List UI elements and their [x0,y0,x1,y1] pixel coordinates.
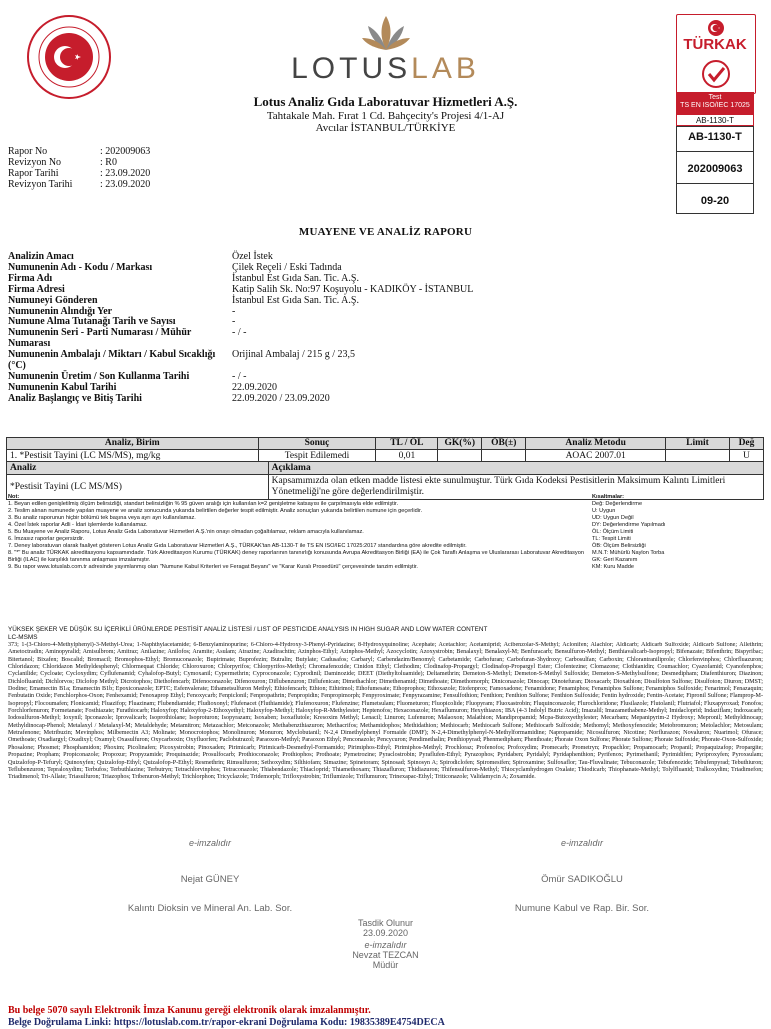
checkmark-icon [699,59,733,89]
column-header: ÖB(±) [482,438,526,450]
signature-right: e-imzalıdır Ömür SADIKOĞLU Numune Kabul ve Rap. Bir. Sor. [514,838,650,914]
column-header: GK(%) [438,438,482,450]
accreditation-report-no: 202009063 [687,163,743,175]
accreditation-date-code: 09-20 [700,195,730,207]
approval-signature: Tasdik Olunur 23.09.2020 e-imzalıdır Nevzat TEZCAN Müdür [352,918,419,970]
abbreviations-section: Kısaltmalar: Değ: Değerlendirme U: Uygun UD: Uygun Değil DY: Değerlendirme Yapılmadı ÖL: Ölçüm Limiti TL: Tespit Limiti ÖB: Ölçüm Belirsizliği M.N.T: Mühürlü Naylon Torba GK: Geri Kazanım KM: Kuru Madde [592,494,666,570]
column-header: Değ [729,438,763,450]
table-row: 1. *Pestisit Tayini (LC MS/MS), mg/kg Tespit Edilemedi 0,01 AOAC 2007.01 U [7,450,764,463]
company-address-line1: Tahtakale Mah. Fırat 1 Cd. Bahçecity's Projesi 4/1-AJ [266,110,505,122]
column-header: TL / ÖL [376,438,438,450]
column-header: Sonuç [258,438,376,450]
column-header: Analiz, Birim [7,438,259,450]
turkish-flag-icon [703,19,729,37]
company-address-line2: Avcılar İSTANBUL/TÜRKİYE [315,122,456,134]
pesticide-list: 373; 1-(3-Chloro-4-Methylphenyl)-3-Methyl-Urea; 1-Naphthylacetamide; 6-Benzylaminopurine; 6-Chloro-4-Hydroxy-3-Phenyl-Pyridazine; 8-Hydroxyquinoline; Acephate; Acetachlor; Acetamiprid; Acibenzolar-S-Methyl; Aclonifen; Alachlor; Aldicarb; Aldicarb Sulfoxide; Aldicarb Sulfone; Allethrin; Ametoctradin; Aminopyralid; Amisulbrom; Amitraz; Anilazine; Anilofos; Aramite; Asulam; Atrazine; Azadirachtin; Azinphos-Ethyl; Azinphos-Methyl; Azocyclotin; Azoxystrobin; Benalaxyl; Benalaxyl-M; Benfuracarb; Bensulfuron-Methyl; Benthiavalicarb-Isopropyl; Bifenazate; Bifenthrin; Bispyribac; Bitertanol; Bixafen; Boscalid; Bromacil; Bromophos-Ethyl; Bromuconazole; Bupirimate; Buprofezin; Butralin; Butylate; Cadusafos; Carbaryl; Carbendazim/Benomyl; Carbetamide; Carbofuran; Carbofuran-3hydroxy; Carbosulfan; Carboxin; Chlorantraniliprole; Chlorfenvinphos; Chlorfluazuron; Chloridazon; Chloridazon Methyldesphenyl; Chlormequat Chloride; Chloroxuron; Chlorpyrifos; Chlorpyrifos-Methyl; Chromafenozide; Cinidon Ethyl; Clethodim; Clodinafop-Propargyl; Clodinafop-Propargyl Ester; Clofentezine; Clomazone; Clothianidin; Coumachlor; Cyazofamid; Cyanofenphos; Cyclanilide; Cycloate; Cycloxydim; Cyflufenamid; Cyhalofop-Butyl; Cymoxanil; Cypermethrin; Cyproconazole; Cyprodinil; Daminozide; DEET (Diethyltoluamide); Deltamethrin; Demeton-S-Methyl; Demeton-S-Methyl Sulfoxide; Demeton-S-Methylsulfone; Desmedipham; Diafenthiuron; Diazinon; Dichlofluanid; Dichlorvos; Diclofop Methyl; Dicrotophos; Diethofencarb; Difenoconazole; Difenoxuron; Diflubenzuron; Diflufenican; Dimethachlor; Dimethenamid; Dimethoate; Dimethomorph; Diniconazole; Dinocap; Dinotefuran; Dioxacarb; Dioxathion; Disulfoton Sulfone; Disulfoton; Diuron; DMST; Dodine; Emamectin B1a; Emamectin B1b; Epoxiconazole; EPTC; Esfenvalerate; Ethametsulfuron Methyl; Ethiofencarb; Ethion; Ethirimol; Ethofumesate; Ethoprophos; Ethoxazole; Etofenprox; Famoxadone; Fenamidone; Fenamiphos; Fenamiphos Sulfone; Fenamiphos Sulfoxide; Fenarimol; Fenazaquin; Fenbutatin Oxide; Fenchlorphos-Oxon; Fenhexamid; Fenoxaprop Ethyl; Fenoxycarb; Fenpiclonil; Fenpropathrin; Fenpropidin; Fenpropimorph; Fenpyroximate; Fenpyrazamine; Fensulfothion; Fenthion; Fenthion Sulfone; Fenthion Sulfoxide; Fentin hydroxide; Fentin-Acetate; Fipronil Sulfone; Flamprop-M-Isopropyl; Flocoumafen; Flonicamid; Fluazifop; Fluazinam; Flubendiamide; Fludioxonyl; Flufenacet (Fluthiamide); Flufenoxuron; Flufenzine; Flumetsulam; Fluometuron; Fluopicolide; Fluopyram; Fluoxastrobin; Fluquinconazole; Flurochloridone; Flusilazole; Flutolanil; Flutriafol; Fluxapyroxad; Fonofos; Forchlorfenuron; Formetanate; Fosthiazate; Furathiocarb; Haloxyfop; Haloxyfop-2-Ethoxyethyl; Haloxyfop-Methyl; Haloxyfop-R-Methylester; Heptenofos; Hexaconazole; Hexaflumuron; Hexythiazox; IBA (4-3 İndolyl Butric Acid); Imazalil; Imazamethabenz-Methyl; Imidacloprid; Indaziflam; Indoxacarb; Iodosulfuron-Methyl; Ioxynil; Ipconazole; Iprovalicarb; Isoprothiolane; Isoproturon; Isopyrazam; Isoxaben; Isoxaflutole; Kresoxim Methyl; Lenacil; Linuron; Lufenuron; Malaoxon; Malathion; Mandipropamid; Mcpa-Butoxyethylester; Mecarbam; Mepanipyrim-2 Hydroxy; Mepronil; Methyldinocap; Methyldinocap-Phenol; Metalaxyl / Metalaxyl-M; Metaldehyde; Metamitron; Metazachlor; Metconazole; Methabenzthiazuron; Methacrifos; Methamidophos; Methidathion; Methiocarb; Methiocarb Sulfone; Methiocarb Sulfoxide; Methomyl; Methoxyfenozide; Metobromuron; Metolachlor; Metosulam; Metrafenone; Metribuzin; Mevinphos; Milbemectin A3; Molinate; Monocrotophos; Monolinuron; Monuron; Myclobutanil; N-2,4 Dimethylphenyl Formaide (DMF); N-2,4-Dimethylphenyl-N-Methylformamidine; Napropamide; Nicosulfuron; Nicotine; Norflurazon; Novaluron; Nuarimol; Ofurace; Omethoate; Oxadiargyl; Oxadixyl; Oxamyl; Oxasulfuron; Oxycarboxin; Oxyfluorfen; Paclobutrazol; Paraoxon-Methyl; Paraoxon Ethyl; Penconazole; Pencycuron; Pendimethalin; Penthiopyrad; Phenmedipham; Phenthoate; Phorate Oxon Sulfone; Phorate Sulfone; Phorate Sulfoxide; Phorate-Oxon-Sulfoxide; Phosalone; Phosmet; Phosphamidon; Phoxim; Picolinafen; Picoxystrobin; Pinoxaden; Pirimicarb; Pirimicarb-Desmethyl-Formamido; Pirimiphos-Ethyl; Pirimiphos-Methyl; Prochloraz; Profenofos; Profoxydim; Promecarb; Prometryn; Propachlor; Propamocarb; Propanil; Propaquizafop; Propargite; Propazine; Propham; Propiconazole; Propoxur; Propyzamide; Proquinazide; Prosulfocarb; Prothioconazole; Prothiophos; Prothoate; Pymetrozine; Pyraclostrobin; Pyraflufen-Ethyl; Pyrazophos; Pyridaben; Pyridalyl; Pyridaphenthion; Pyrifenox; Pyrimethanil; Pyrimidifen; Pyriproxyfen; Pyroxsulam; Quizalofop-P-Tefuryl; Quinoxyfen; Quizalofop-Ethyl; Quizalofop-P-Ethyl; Resmethrin; Rimsulfuron; Sethoxydim; Silthiofam; Simazine; Spinetoram; Spinosad; Spinosyn A; Spirodiclofen; Spiromesifen; Spiroxamine; Sulfoxaflor; Tau-Fluvalinate; Tebuconazole; Tebufenozide; Tebufenpyrad; Tebuthiuron; Teflubenzuron; Tepraloxydim; Terbufos; Terbuthlazine; Terbutryn; Tetrachlorvinphos; Tetraconazole; Thiabendazole; Thiacloprid; Thiamethoxam; Thiazafluron; Thidiazuron; Thifensulfuron-Methyl; Thiocyclamhydrogen Oxalate; Thiodicarb; Thiophanate-Methyl; Tolylfluanid; Tralkoxydim; Triadimefon; Triadimenol; Tri-Allate; Triasulfuron; Triazophos; Tribenuron-Methyl; Trichlorphon; Tricyclazole; Tridemorph; Trifloxystrobin; Triflumizole; Triflumuron; Trinexapac-Ethyl; Triticonazole; Validamycin A; Zoxamide. [8,642,763,781]
results-header-row [7,438,764,450]
explanation-header-row: Analiz Açıklama [7,462,764,475]
turkak-logo [676,14,756,94]
verification-link[interactable]: Belge Doğrulama Linki: https://lotuslab.com.tr/rapor-ekrani Doğrulama Kodu: 19835389E4754DECA [8,1017,445,1028]
sample-info: Analizin Amacı Özel İstek Numunenin Adı - Kodu / Markası Çilek Reçeli / Eski Tadında Firma Adı İstanbul Est Gıda San. Tic. A.Ş. Firma Adresi Katip Salih Sk. No:97 Koşuyolu - KADIKÖY - İSTANBUL Numuneyi Gönderen İstanbul Est Gıda San. Tic. A.Ş. Numunenin Alındığı Yer - Numune Alma Tutanağı Tarih ve Sayısı - Numunenin Seri - Parti Numarası / Mühür Numarası - / - Numunenin Ambalajı / Miktarı / Kabul Sıcaklığı (°C) Orijinal Ambalaj / 215 g / 23,5 Numunenin Üretim / Son Kullanma Tarihi - / - Numunenin Kabul Tarihi 22.09.2020 Analiz Başlangıç ve Bitiş Tarihi 22.09.2020 / 23.09.2020 [8,251,474,404]
pesticide-list-title: YÜKSEK ŞEKER VE DÜŞÜK SU İÇERİKLİ ÜRÜNLERDE PESTİSİT ANALİZ LİSTESİ / LIST OF PESTICIDE ANALYSIS IN HIGH SUGAR AND LOW WATER CONTENT LC-MSMS [8,626,488,641]
signature-left: e-imzalıdır Nejat GÜNEY Kalıntı Dioksin ve Mineral An. Lab. Sor. [127,838,293,914]
report-title: MUAYENE VE ANALİZ RAPORU [298,226,473,238]
e-signature-notice: Bu belge 5070 sayılı Elektronik İmza Kanunu gereği elektronik olarak imzalanmıştır. [8,1005,371,1016]
column-header: Limit [666,438,730,450]
turkak-accreditation-box [676,126,754,214]
column-header: Analiz Metodu [526,438,666,450]
company-name: Lotus Analiz Gıda Laboratuvar Hizmetleri A.Ş. [253,94,518,109]
turkak-logo-text: TÜRKAK [683,36,747,53]
lotus-logo-icon [360,14,412,54]
turkak-code-small: AB-1130-T [676,114,754,126]
turkak-test-banner: Test TS EN ISO/IEC 17025 [676,92,754,114]
accreditation-code: AB-1130-T [688,131,742,143]
notes-section: Not: 1. Beyan edilen genişletilmiş ölçüm belirsizliği, standart belirsizliğin % 95 güven aralığı için kullanılan k=2 genişletme katsayısı ile çarpılmasıyla elde edilmiştir. 2. Teslim alınan numunede yapılan muayene ve analiz sonucunda yukarıda belirtilen değerler tespit edilmiştir. Analiz sonuçları yukarıda belirtilen numune için geçerlidir. 3. Bu analiz raporunun hiçbir bölümü tek başına veya ayrı ayrı kullanılamaz. 4. Özel İstek raporlar Adli - İdari işlemlerde kullanılamaz. 5. Bu Muayene ve Analiz Raporu, Lotus Analiz Gıda Laboratuvar Hizmetleri A.Ş.'nin onayı olmadan çoğaltılamaz, reklam amacıyla kullanılamaz. 6. İmzasız raporlar geçersizdir. 7. Deney laboratuvarı olarak faaliyet gösteren Lotus Analiz Gıda Laboratuvar Hizmetleri A.Ş., TÜRKAK'tan AB-1130-T ile TS EN ISO/IEC 17025:2017 standardına göre akredite edilmiştir. 8. "*" Bu analiz TÜRKAK akreditasyonu kapsamındadır. Türk Akreditasyon Kurumu (TÜRKAK) deney raporlarının tanınırlığı konusunda Avrupa Akreditasyon Birliği (EA) ile Çok Taraflı Anlaşma ve Uluslararası Laboratuvar Akreditasyon Birliği (ILAC) ile karşılıklı tanınma anlaşması imzalamıştır. 9. Bu rapor www.lotuslab.com.tr adresinde yayımlanmış olan "Numune Kabul Kriterleri ve Feragat Beyanı" ve "Karar Kuralı Prosedürü" çerçevesinde tanzim edilmiştir. [8,494,584,570]
brand-logo-text: LOTUSLAB [291,52,480,85]
explanation-row: *Pestisit Tayini (LC MS/MS) Kapsamımızda olan etken madde listesi ekte sunulmuştur. Türk Gıda Kodeksi Pestisitlerin Maksimum Kalıntı Limitleri Yönetmeliği'ne göre değerlendirilmiştir. [7,475,764,500]
report-meta: Rapor No : 202009063 Revizyon No : R0 Rapor Tarihi : 23.09.2020 Revizyon Tarihi : 23.09.2020 [8,146,151,190]
